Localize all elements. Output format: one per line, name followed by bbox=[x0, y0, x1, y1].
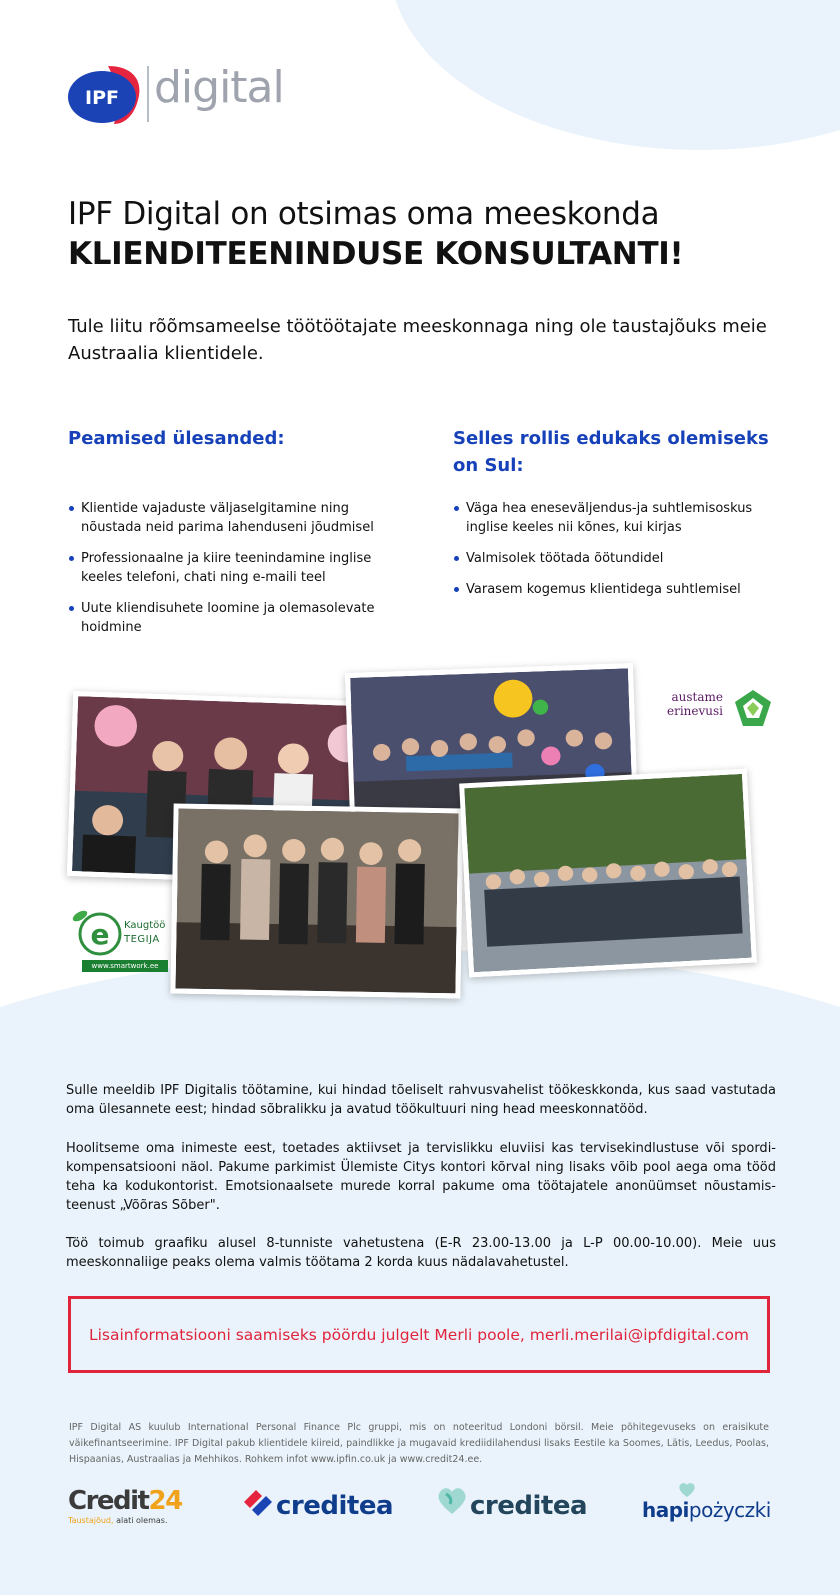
tasks-section bbox=[68, 425, 398, 649]
company-disclaimer: IPF Digital AS kuulub International Personal Finance Plc gruppi, mis on noteeritud Londoni börsil. Meie põhitegevuseks on eraisikute väikefinantseerimine. IPF Digital pakub klientidele kiireid, paindlikke ja mugavaid krediidilahendusi lisaks Eestile ka Soomes, Lätis, Leedus, Poolas, Hispaanias, Austraalias ja Mehhikos. Rohkem infot www.ipfin.co.uk ja www.credit24.ee. bbox=[69, 1422, 769, 1465]
austame-badge-text bbox=[655, 690, 723, 718]
headline-line-2: KLIENDITEENINDUSE KONSULTANTI! bbox=[68, 236, 684, 272]
hapi-wordmark: hapipożyczki bbox=[642, 1498, 771, 1522]
kaugtoo-subtitle: TEGIJA bbox=[124, 934, 160, 945]
ipf-digital-logo bbox=[68, 62, 298, 132]
creditea-wordmark: creditea bbox=[276, 1491, 393, 1521]
hapi-heart-icon bbox=[678, 1482, 696, 1498]
creditea-teal-wordmark: creditea bbox=[470, 1491, 587, 1521]
credit24-logo bbox=[68, 1486, 182, 1534]
creditea-logo-blue bbox=[242, 1486, 392, 1534]
list-item: Uute kliendisuhete loomine ja olemasolevate hoidmine bbox=[68, 599, 398, 637]
credit24-wordmark: Credit24 bbox=[68, 1486, 182, 1516]
hapi-pozyczki-logo bbox=[642, 1486, 778, 1534]
kaugtoo-title: Kaugtöö bbox=[124, 920, 166, 931]
brand-logos bbox=[68, 1486, 772, 1536]
creditea-heart-icon bbox=[436, 1486, 468, 1516]
body-paragraph-1: Sulle meeldib IPF Digitalis töötamine, kui hindad tõeliselt rahvusvahelist töökeskkonda, kus saad vastutada oma ülesannete eest; hindad sõbralikku ja avatud töökultuuri ning head meeskonnatööd. bbox=[66, 1083, 776, 1117]
diversity-cube-icon bbox=[733, 688, 773, 728]
svg-text:IPF: IPF bbox=[85, 87, 119, 109]
creditea-logo-teal bbox=[436, 1486, 596, 1534]
team-photo-christmas bbox=[170, 803, 463, 998]
kaugtoo-tegija-badge bbox=[68, 908, 172, 974]
logo-wordmark: digital bbox=[154, 62, 284, 113]
tasks-title: Peamised ülesanded: bbox=[68, 428, 285, 449]
body-paragraph-2: Hoolitseme oma inimeste eest, toetades aktiivset ja tervislikku eluviisi kas tervisekindlustuse või spordi-kompensatsiooni näol. Pakume parkimist Ülemiste Citys kontori kõrval ning lisaks võib pool aega oma tööd teha ka kodukontorist. Emotsionaalsete murede korral pakume oma töötajatele anonüümset nõustamis-teenust „Võõras Sõber". bbox=[66, 1141, 776, 1213]
austame-erinevusi-badge bbox=[655, 688, 775, 732]
intro-text: Tule liitu rõõmsameelse töötöötajate meeskonnaga ning ole taustajõuks meie Austraalia klientidele. bbox=[68, 316, 767, 364]
kaugtoo-url: www.smartwork.ee bbox=[82, 960, 168, 972]
headline-line-1: IPF Digital on otsimas oma meeskonda bbox=[68, 196, 660, 232]
team-photo-outdoor bbox=[459, 769, 757, 978]
list-item: Väga hea eneseväljendus-ja suhtlemisoskus inglise keeles nii kõnes, kui kirjas bbox=[453, 499, 783, 537]
contact-callout[interactable]: Lisainformatsiooni saamiseks pöördu julgelt Merli poole, merli.merilai@ipfdigital.com bbox=[68, 1296, 770, 1373]
requirements-title: Selles rollis edukaks olemiseks on Sul: bbox=[453, 428, 769, 476]
headline bbox=[68, 196, 788, 272]
creditea-arrow-icon bbox=[242, 1488, 274, 1516]
list-item: Klientide vajaduste väljaselgitamine ning nõustada neid parima lahenduseni jõudmisel bbox=[68, 499, 398, 537]
body-paragraph-3: Töö toimub graafiku alusel 8-tunniste vahetustena (E-R 23.00-13.00 ja L-P 00.00-10.00). Meie uus meeskonnaliige peaks olema valmis töötama 2 korda kuus nädalavahetustel. bbox=[66, 1236, 776, 1270]
austame-line-1: austame bbox=[671, 690, 723, 704]
requirements-list bbox=[453, 499, 783, 599]
kaugtoo-leaf-icon bbox=[68, 908, 124, 956]
tasks-list bbox=[68, 499, 398, 637]
background-top-blob bbox=[390, 0, 840, 150]
svg-text:e: e bbox=[90, 918, 110, 951]
list-item: Varasem kogemus klientidega suhtlemisel bbox=[453, 580, 783, 599]
list-item: Valmisolek töötada õötundidel bbox=[453, 549, 783, 568]
logo-divider bbox=[147, 66, 149, 122]
requirements-section bbox=[453, 425, 783, 611]
list-item: Professionaalne ja kiire teenindamine inglise keeles telefoni, chati ning e-maili teel bbox=[68, 549, 398, 587]
ipf-logo-mark-icon bbox=[68, 64, 144, 126]
credit24-tagline: Taustajõud, alati olemas. bbox=[68, 1516, 168, 1525]
austame-line-2: erinevusi bbox=[666, 704, 723, 718]
